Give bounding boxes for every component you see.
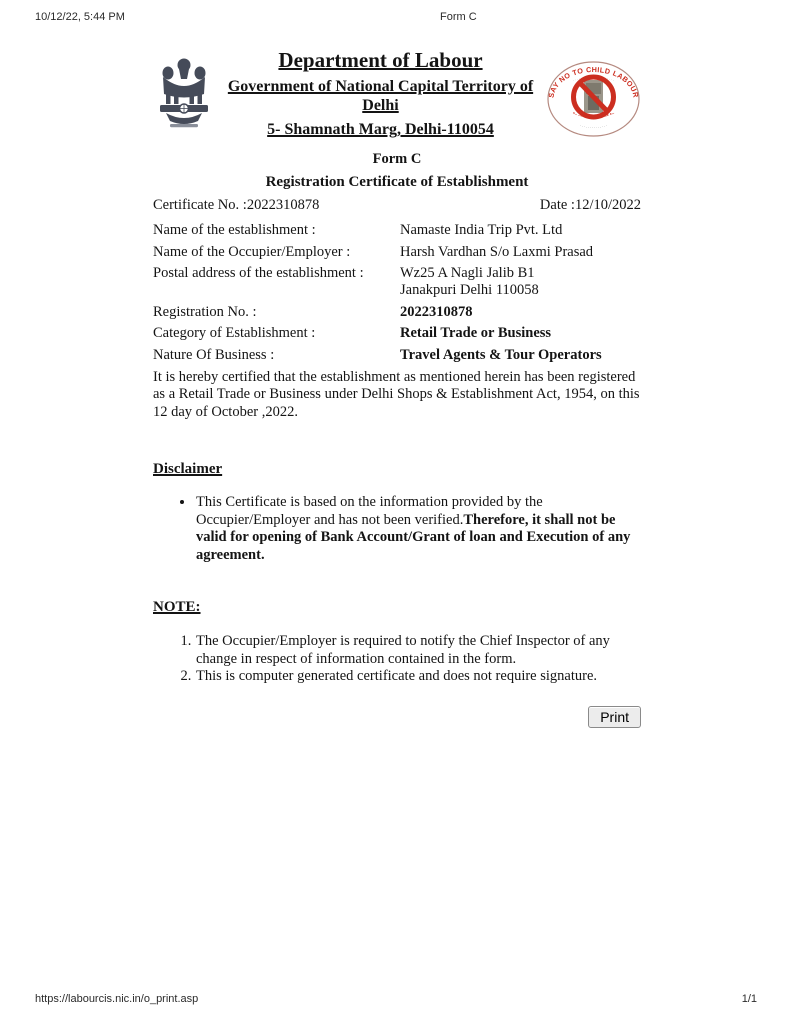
certificate-content [153,46,641,728]
row-occupier-name [153,244,641,261]
certificate-date-row [153,197,641,214]
form-subtitle: Registration Certificate of Establishment [265,174,529,190]
svg-text:•– ––• •–– –•– ––• •–: •– ––• •–– –•– ––• •– [571,110,616,121]
certificate-date: Date :12/10/2022 [539,197,641,213]
department-title: Department of Labour [278,48,483,72]
note-item: 1. The Occupier/Employer is required to notify the Chief Inspector of any change in respect of information contained in the form. [195,633,641,668]
row-establishment-name [153,222,641,239]
logo-arc-text: SAY NO TO CHILD LABOUR [546,64,641,99]
disclaimer-item [195,494,641,564]
disclaimer-text-normal: This Certificate is based on the information provided by the Occupier/Employer and has not been verified. [196,494,543,528]
disclaimer-list [153,494,641,564]
establishment-details [153,222,641,364]
row-label: Postal address of the establishment : [153,265,364,282]
row-nature-of-business [153,347,641,364]
row-value: 2022310878 [400,303,473,320]
no-child-labour-logo-icon [546,46,641,143]
disclaimer-text-bold: Therefore, it shall not be valid for opening of Bank Account/Grant of loan and Execution of any agreement. [196,511,631,563]
disclaimer-heading: Disclaimer [153,461,223,478]
svg-text:· · · · · · · · · · · · · · ·: · · · · · · · · · · · · · · · · · · · · [572,74,615,83]
national-emblem-icon [153,46,215,135]
certificate-number: Certificate No. :2022310878 [153,197,320,213]
row-category [153,325,641,342]
row-label: Name of the Occupier/Employer : [153,243,351,260]
row-registration-no [153,304,641,321]
row-postal-address [153,265,641,298]
print-footer-page: 1/1 [741,993,757,1005]
office-address: 5- Shamnath Marg, Delhi-110054 [267,121,494,139]
row-label: Category of Establishment : [153,325,316,342]
row-label: Registration No. : [153,303,257,320]
print-button-row [153,706,641,728]
row-label: Name of the establishment : [153,222,316,238]
row-value: Retail Trade or Business [400,325,552,342]
row-value: Harsh Vardhan S/o Laxmi Prasad [400,243,594,260]
print-page-title: Form C [440,11,477,23]
masthead-text [215,46,546,139]
note-heading: NOTE: [153,599,201,616]
government-line [219,77,542,115]
print-timestamp: 10/12/22, 5:44 PM [35,11,125,23]
government-line1: Government of National Capital Territory of [227,78,534,95]
print-footer [35,993,757,1005]
svg-text:· · · · · · · · · · · · · ·: · · · · · · · · · · · · · · [579,123,608,131]
note-item: 2. This is computer generated certificate and does not require signature. [195,668,641,686]
certification-paragraph: It is hereby certified that the establishment as mentioned herein has been registered as a Retail Trade or Business under Delhi Shops & Establishment Act, 1954, on this 12 day of October ,2022. [153,368,640,420]
masthead [153,46,641,143]
row-value: Namaste India Trip Pvt. Ltd [400,222,563,238]
form-title: Form C [372,151,422,167]
row-value: Travel Agents & Tour Operators [400,347,602,364]
government-line2: Delhi [362,97,399,115]
print-header [35,11,757,25]
row-label: Nature Of Business : [153,347,275,364]
print-button[interactable]: Print [588,706,641,728]
print-footer-url: https://labourcis.nic.in/o_print.asp [35,993,199,1005]
row-value: Wz25 A Nagli Jalib B1 Janakpuri Delhi 110058 [400,265,539,299]
note-list [153,633,641,686]
